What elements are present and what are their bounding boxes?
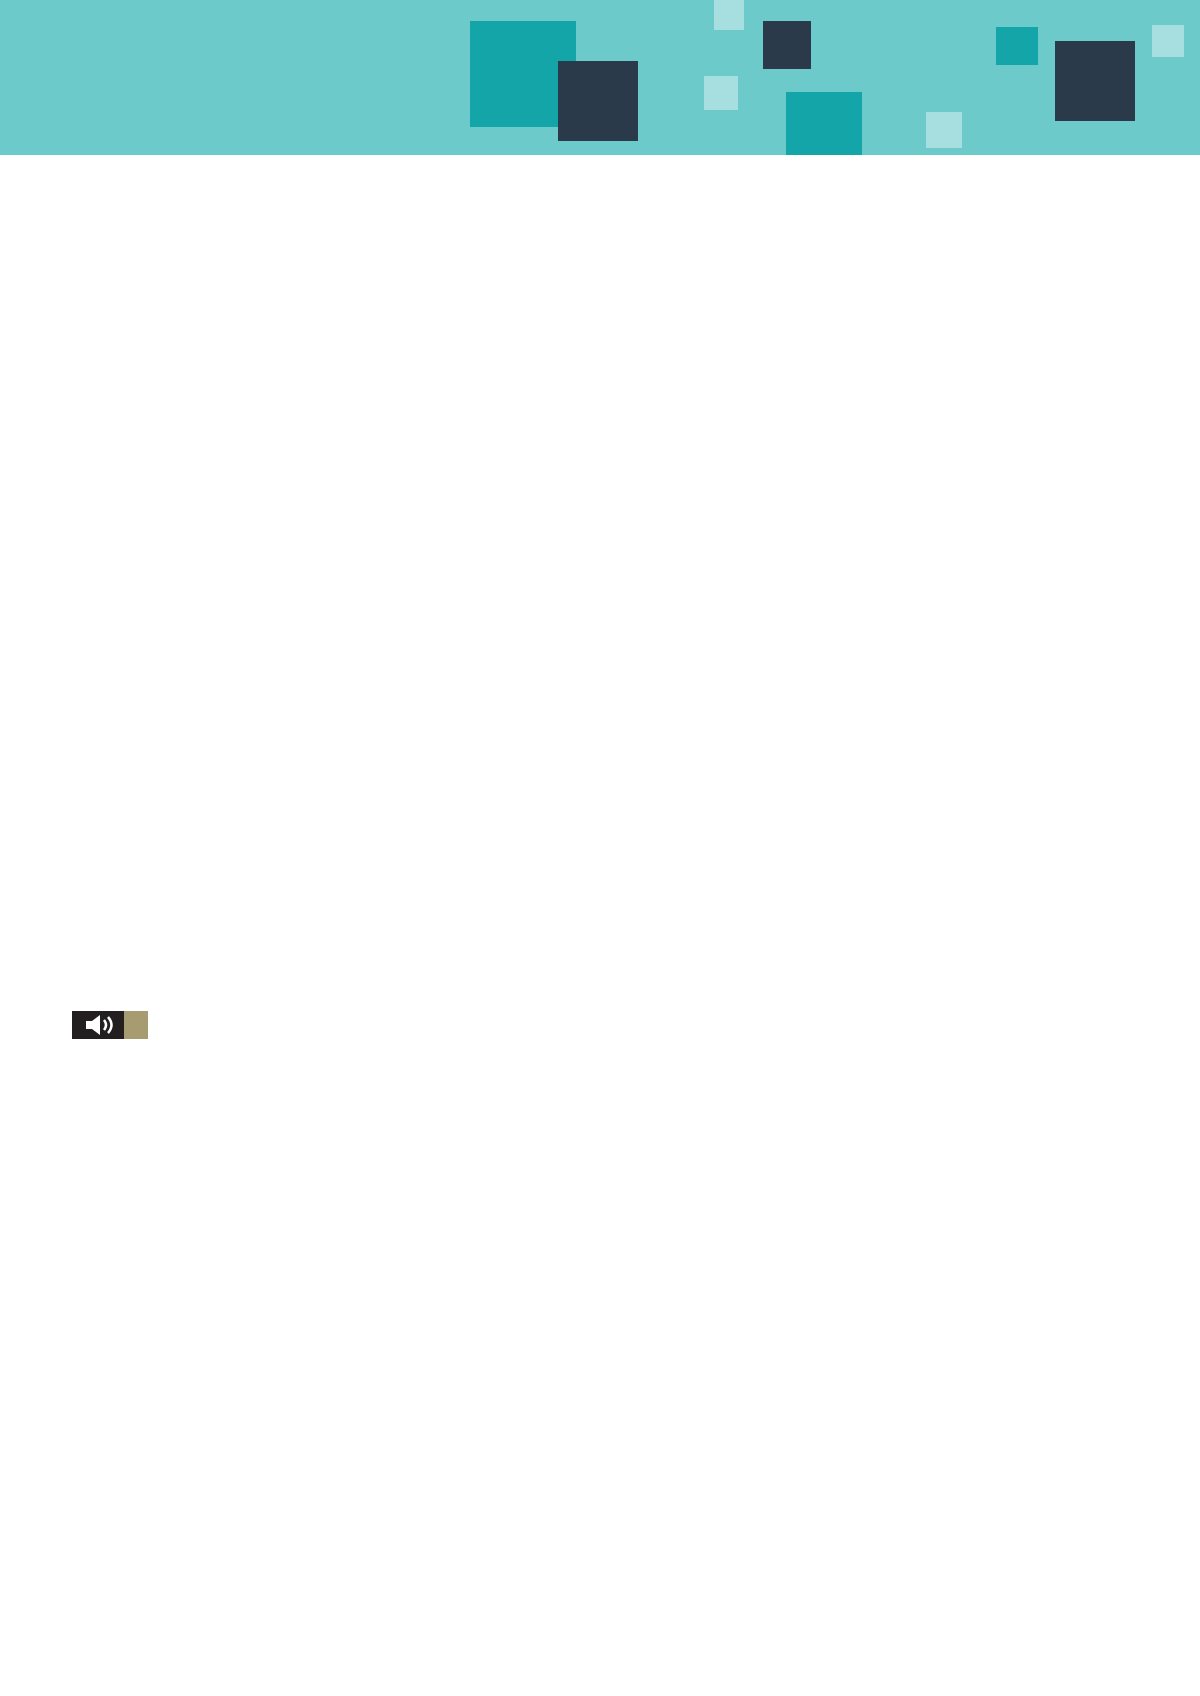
decor-square — [926, 112, 962, 148]
decor-square — [786, 92, 862, 155]
audio-track-label — [124, 1011, 148, 1039]
decor-square — [1152, 25, 1184, 57]
decor-square — [714, 0, 744, 30]
decor-square — [763, 21, 811, 69]
audio-track-badge — [72, 1011, 148, 1039]
header-banner — [0, 0, 1200, 155]
decor-square — [704, 76, 738, 110]
decor-square — [558, 61, 638, 141]
speaker-icon — [72, 1011, 124, 1039]
decor-square — [470, 21, 558, 61]
decor-square — [1055, 41, 1135, 121]
decor-square — [996, 27, 1038, 65]
